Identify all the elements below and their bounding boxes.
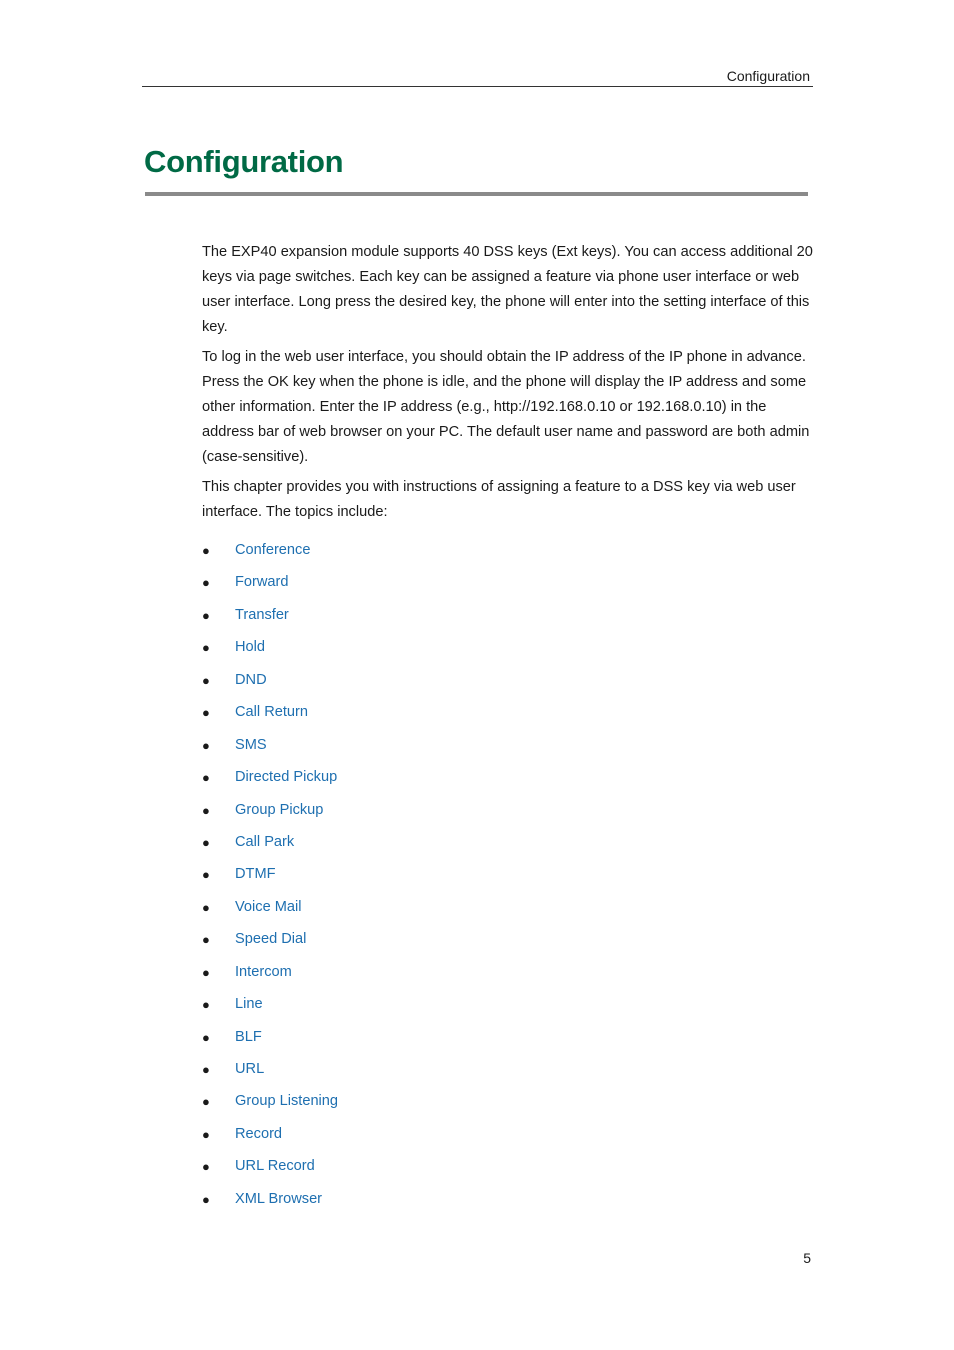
topic-link-intercom[interactable]: Intercom [235,963,292,980]
page-number: 5 [803,1250,811,1266]
running-header-title: Configuration [726,68,810,84]
body-text [202,240,814,530]
topic-link-sms[interactable]: SMS [235,736,267,753]
bullet-icon: ● [202,705,210,721]
topic-link-dnd[interactable]: DND [235,671,267,688]
bullet-icon: ● [202,1191,210,1207]
topic-link-blf[interactable]: BLF [235,1028,262,1045]
topic-link-transfer[interactable]: Transfer [235,606,289,623]
topic-link-url-record[interactable]: URL Record [235,1158,315,1175]
topic-link-group-listening[interactable]: Group Listening [235,1093,339,1110]
bullet-icon: ● [202,997,210,1013]
bullet-icon: ● [202,607,210,623]
intro-paragraph: The EXP40 expansion module supports 40 DSS keys (Ext keys). You can access additional 20 keys via page switches. Each key can be assigned a feature via phone user interface or web user interface. Long press the desired key, the phone will enter into the setting interface of this key. [202,244,813,335]
topic-link-record[interactable]: Record [235,1125,283,1142]
bullet-icon: ● [202,575,210,591]
topic-link-voice-mail[interactable]: Voice Mail [235,898,302,915]
bullet-icon: ● [202,1062,210,1077]
bullet-icon: ● [202,867,210,883]
bullet-icon: ● [202,1126,210,1142]
topic-link-line[interactable]: Line [235,996,263,1013]
topic-link-group-pickup[interactable]: Group Pickup [235,801,324,818]
topic-link-hold[interactable]: Hold [235,639,266,656]
bullet-icon: ● [202,899,210,915]
topic-link-dtmf[interactable]: DTMF [235,866,276,883]
topic-link-url[interactable]: URL [235,1061,265,1077]
topics-intro-paragraph: This chapter provides you with instructions of assigning a feature to a DSS key via web user interface. The topics include: [202,479,796,520]
bullet-icon: ● [202,834,210,850]
login-paragraph: To log in the web user interface, you should obtain the IP address of the IP phone in advance. Press the OK key when the phone is idle, and the phone will display the IP address and some other information. Enter the IP address (e.g., http://192.168.0.10 or 192.168.0.10) in the address bar of web browser on your PC. The default user name and password are both admin (case-sensitive). [202,349,810,465]
bullet-icon: ● [202,932,210,948]
title-rule [145,192,808,196]
bullet-icon: ● [202,672,210,688]
topic-link-conference[interactable]: Conference [235,542,311,558]
topic-link-directed-pickup[interactable]: Directed Pickup [235,769,338,786]
bullet-icon: ● [202,640,210,656]
bullet-icon: ● [202,1159,210,1175]
running-header [142,66,813,87]
bullet-icon: ● [202,1094,210,1110]
topic-link-call-park[interactable]: Call Park [235,833,295,850]
topic-link-xml-browser[interactable]: XML Browser [235,1190,323,1207]
bullet-icon: ● [202,1029,210,1045]
bullet-icon: ● [202,964,210,980]
bullet-icon: ● [202,770,210,786]
chapter-title: Configuration [144,144,344,179]
bullet-icon: ● [202,802,210,818]
bullet-icon: ● [202,737,210,753]
bullet-icon: ● [202,543,210,558]
topic-link-speed-dial[interactable]: Speed Dial [235,931,307,948]
topic-link-call-return[interactable]: Call Return [235,704,308,721]
topic-link-forward[interactable]: Forward [235,574,289,591]
